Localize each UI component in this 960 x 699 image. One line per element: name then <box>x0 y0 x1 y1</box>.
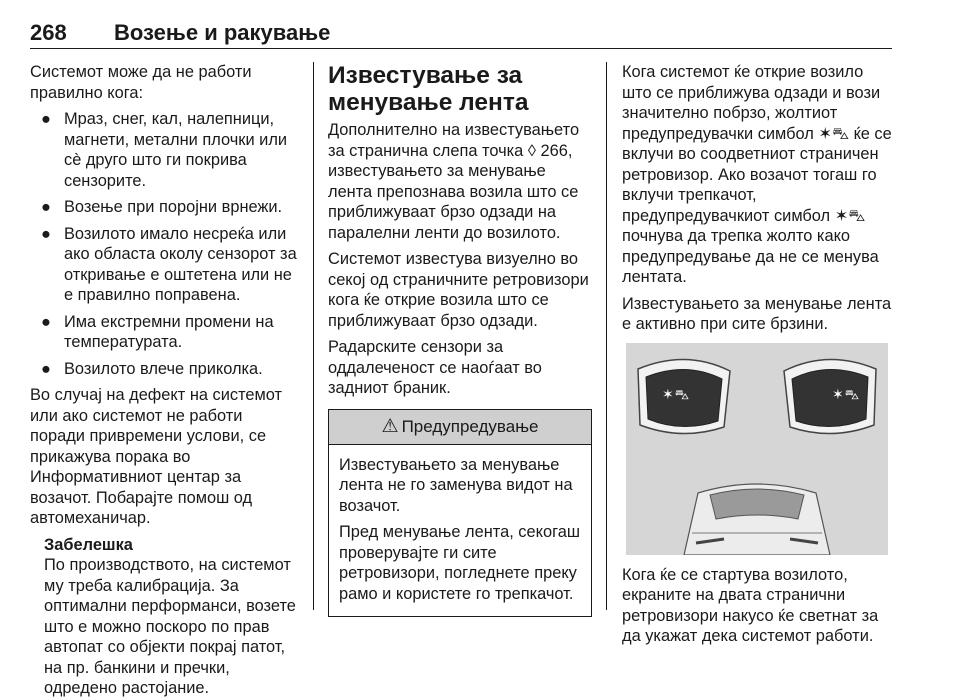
column-middle <box>328 62 592 617</box>
chapter-title: Возење и ракување <box>114 20 331 45</box>
bullet: ● <box>41 110 51 128</box>
right-mirror-warning-icon: ✶⛍ <box>832 385 861 402</box>
list-item: ● Возење при поројни врнежи. <box>41 198 283 216</box>
paragraph-1: Дополнително на известувањето за странична слепа точка ◊ 266, известувањето за менување лента препознава возила што се приближуваат брзо одзади на паралелни ленти до возилото. <box>328 121 580 242</box>
mirrors-car-drawing <box>626 343 888 555</box>
bullet: ● <box>41 359 51 378</box>
left-mirror-warning-icon: ✶⛍ <box>662 385 691 402</box>
column-left <box>30 62 300 699</box>
page-number: 268 <box>30 20 67 45</box>
note-title: Забелешка <box>44 535 133 554</box>
note-text: По производството, на системот му треба калибрација. За оптимални перформанси, возете што е можно поскоро по прав автопат со објекти покрај патот, на пр. банкини и пречки, одредено растојание. <box>44 556 296 697</box>
bullet: ● <box>41 312 51 331</box>
intro-text: Системот може да не работи правилно кога: <box>30 63 252 102</box>
warning-triangle-icon: ⚠ <box>381 415 399 437</box>
list-item: ● Возилото влече приколка. <box>41 359 263 378</box>
list-item: ● Има екстремни промени на температурата. <box>41 312 274 351</box>
mirrors-illustration <box>626 343 888 555</box>
bullet: ● <box>41 198 51 216</box>
warning-box <box>328 409 592 618</box>
note-block <box>30 535 300 699</box>
list-item: ● Мраз, снег, кал, налепници, магнети, метални плочки или сè друго што ги покрива сензорите. <box>41 110 288 190</box>
warning-header <box>329 410 591 445</box>
paragraph-2: Системот известува визуелно во секој од страничните ретровизори кога ќе открие возила што се приближуваат брзо одзади. <box>328 250 589 330</box>
paragraph-3: Радарските сензори за оддалеченост се наоѓаат во задниот браник. <box>328 338 542 397</box>
warning-text-1: Известувањето за менување лента не го заменува видот на возачот. <box>339 455 573 515</box>
paragraph-detect: Кога системот ќе открие возило што се приближува одзади и вози значително побрзо, жолтиот предупредувачки симбол ✶⛍ ќе се вклучи во соодветниот страничен ретровизор. Ако возачот тогаш го вклучи трепкачот, предупредувачкиот симбол ✶⛍ почнува да трепка жолто како предупредување да не се менува лентата. <box>622 63 892 286</box>
bullet: ● <box>41 224 51 243</box>
paragraph-gears: Известувањето за менување лента е активно при сите брзини. <box>622 294 892 333</box>
fault-paragraph: Во случај на дефект на системот или ако системот не работи поради привремени услови, се прикажува порака во Информативниот центар за возачот. Побарајте помош од автомеханичар. <box>30 386 283 527</box>
column-right <box>622 62 892 653</box>
column-divider-2 <box>606 62 607 610</box>
warning-title: Предупредување <box>401 416 539 436</box>
warning-body <box>329 445 591 617</box>
page-header <box>30 14 892 49</box>
paragraph-startup: Кога ќе се стартува возилото, екраните на двата странични ретровизори накусо ќе светнат за да укажат дека системот работи. <box>622 565 879 645</box>
list-item: ● Возилото имало несреќа или ако областа околу сензорот за откривање е оштетена или не е правилно поправена. <box>41 224 297 304</box>
conditions-list <box>30 109 300 379</box>
warning-text-2: Пред менување лента, секогаш проверувајте ги сите ретровизори, погледнете преку рамо и користете го трепкачот. <box>339 523 580 603</box>
column-divider-1 <box>313 62 314 610</box>
section-heading: Известување за менување лента <box>328 62 529 116</box>
